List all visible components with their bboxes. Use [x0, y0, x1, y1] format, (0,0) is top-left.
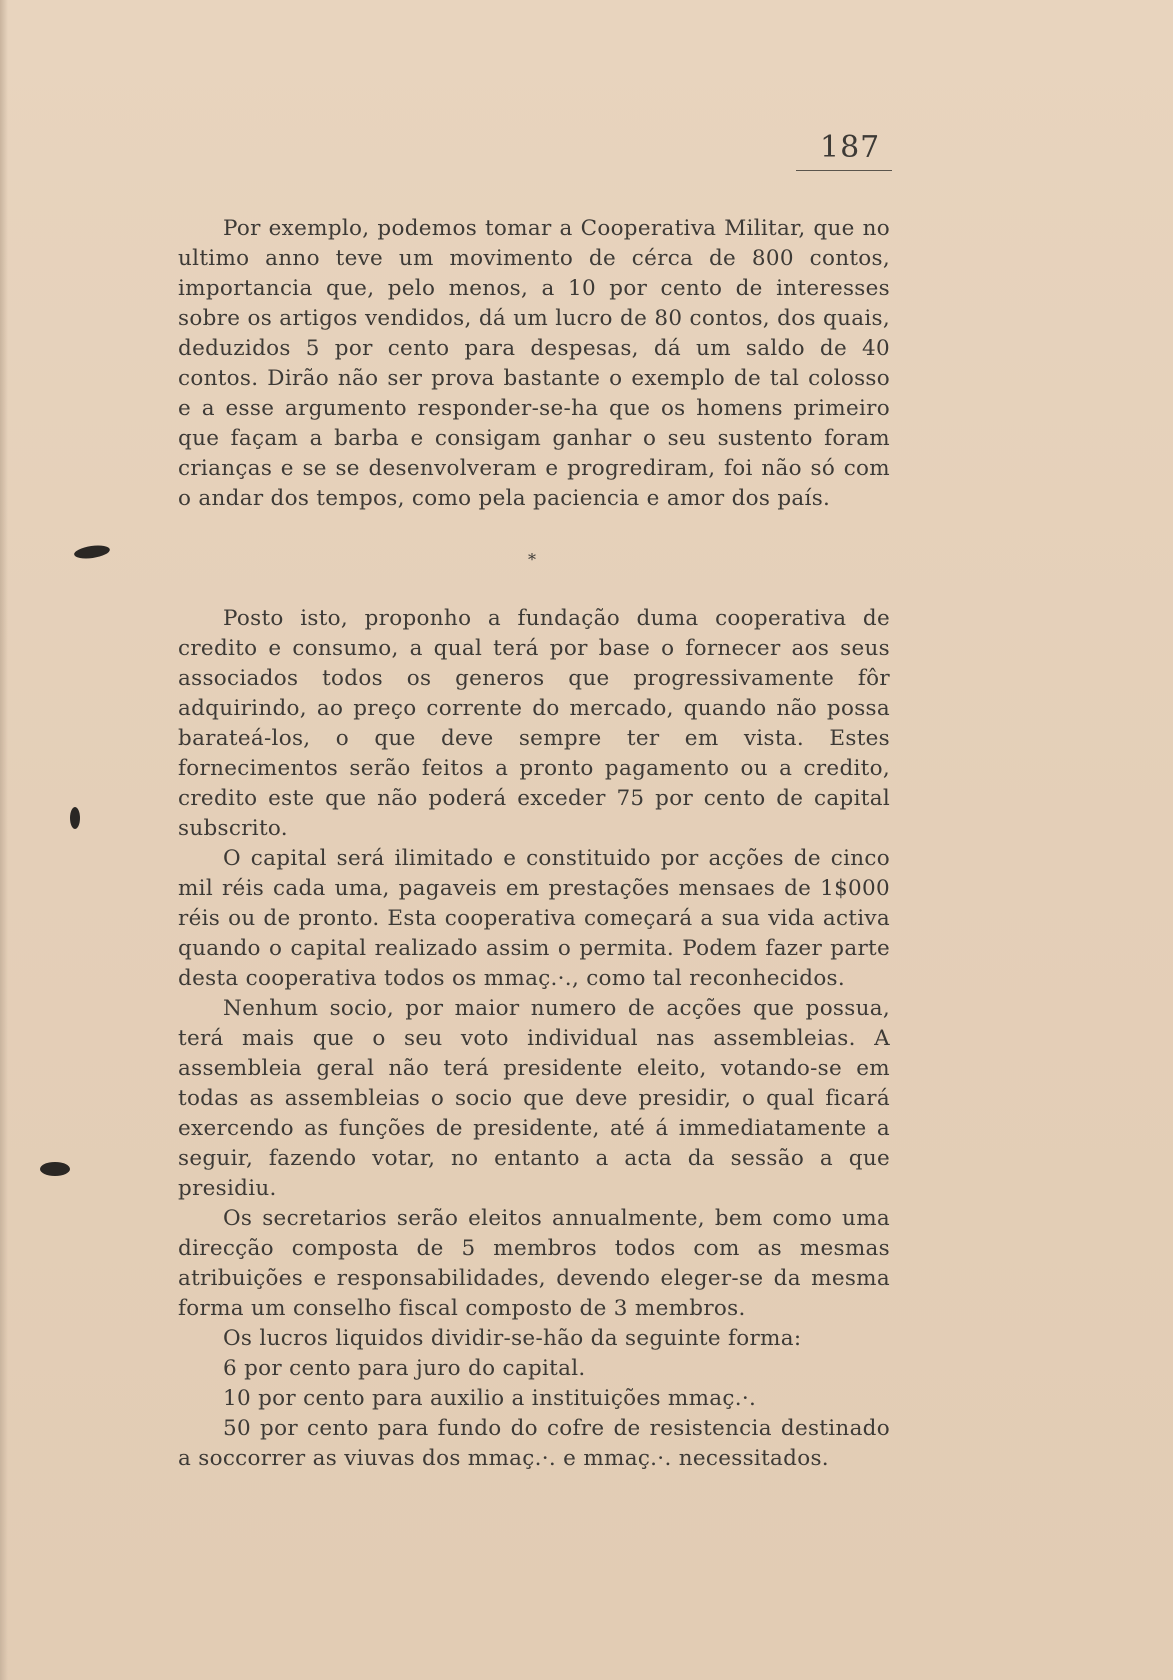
binding-hole	[73, 544, 110, 561]
binding-hole	[70, 807, 80, 829]
paragraph: Nenhum socio, por maior numero de acções que possua, terá mais que o seu voto individual nas assembleias. A assembleia geral não terá presidente eleito, votando-se em todas as assembleias o socio que deve presidir, o qual ficará exercendo as funções de presidente, até á immediatamente a seguir, fazendo votar, no entanto a acta da sessão a que presidiu.	[178, 996, 890, 1201]
paragraph: Posto isto, proponho a fundação duma cooperativa de credito e consumo, a qual terá por base o fornecer aos seus associados todos os generos que progressivamente fôr adquirindo, ao preço corrente do mercado, quando não possa barateá-los, o que deve sempre ter em vista. Estes fornecimentos serão feitos a pronto pagamento ou a credito, credito este que não poderá exceder 75 por cento de capital subscrito.	[178, 606, 890, 841]
paragraph: Os lucros liquidos dividir-se-hão da seguinte forma:	[223, 1326, 802, 1351]
page-edge-shadow	[0, 0, 8, 1680]
section-break-asterisk: *	[528, 550, 536, 569]
text-block-top	[178, 214, 890, 514]
text-block-bottom	[178, 604, 890, 1474]
list-item: 6 por cento para juro do capital.	[223, 1356, 586, 1381]
list-item: 50 por cento para fundo do cofre de resistencia destinado a soccorrer as viuvas dos mmaç.·. e mmaç.·. necessitados.	[178, 1416, 890, 1471]
page-number-rule	[796, 170, 892, 171]
paragraph: Os secretarios serão eleitos annualmente, bem como uma direcção composta de 5 membros todos com as mesmas atribuições e responsabilidades, devendo eleger-se da mesma forma um conselho fiscal composto de 3 membros.	[178, 1206, 890, 1321]
binding-hole	[40, 1162, 70, 1176]
list-item: 10 por cento para auxilio a instituições mmaç.·.	[223, 1386, 757, 1411]
page-number: 187	[820, 130, 881, 165]
paragraph: Por exemplo, podemos tomar a Cooperativa Militar, que no ultimo anno teve um movimento de cérca de 800 contos, importancia que, pelo menos, a 10 por cento de interesses sobre os artigos vendidos, dá um lucro de 80 contos, dos quais, deduzidos 5 por cento para despesas, dá um saldo de 40 contos. Dirão não ser prova bastante o exemplo de tal colosso e a esse argumento responder-se-ha que os homens primeiro que façam a barba e consigam ganhar o seu sustento foram crianças e se se desenvolveram e progrediram, foi não só com o andar dos tempos, como pela paciencia e amor dos país.	[178, 216, 890, 511]
paragraph: O capital será ilimitado e constituido por acções de cinco mil réis cada uma, pagaveis em prestações mensaes de 1$000 réis ou de pronto. Esta cooperativa começará a sua vida activa quando o capital realizado assim o permita. Podem fazer parte desta cooperativa todos os mmaç.·., como tal reconhecidos.	[178, 846, 890, 991]
